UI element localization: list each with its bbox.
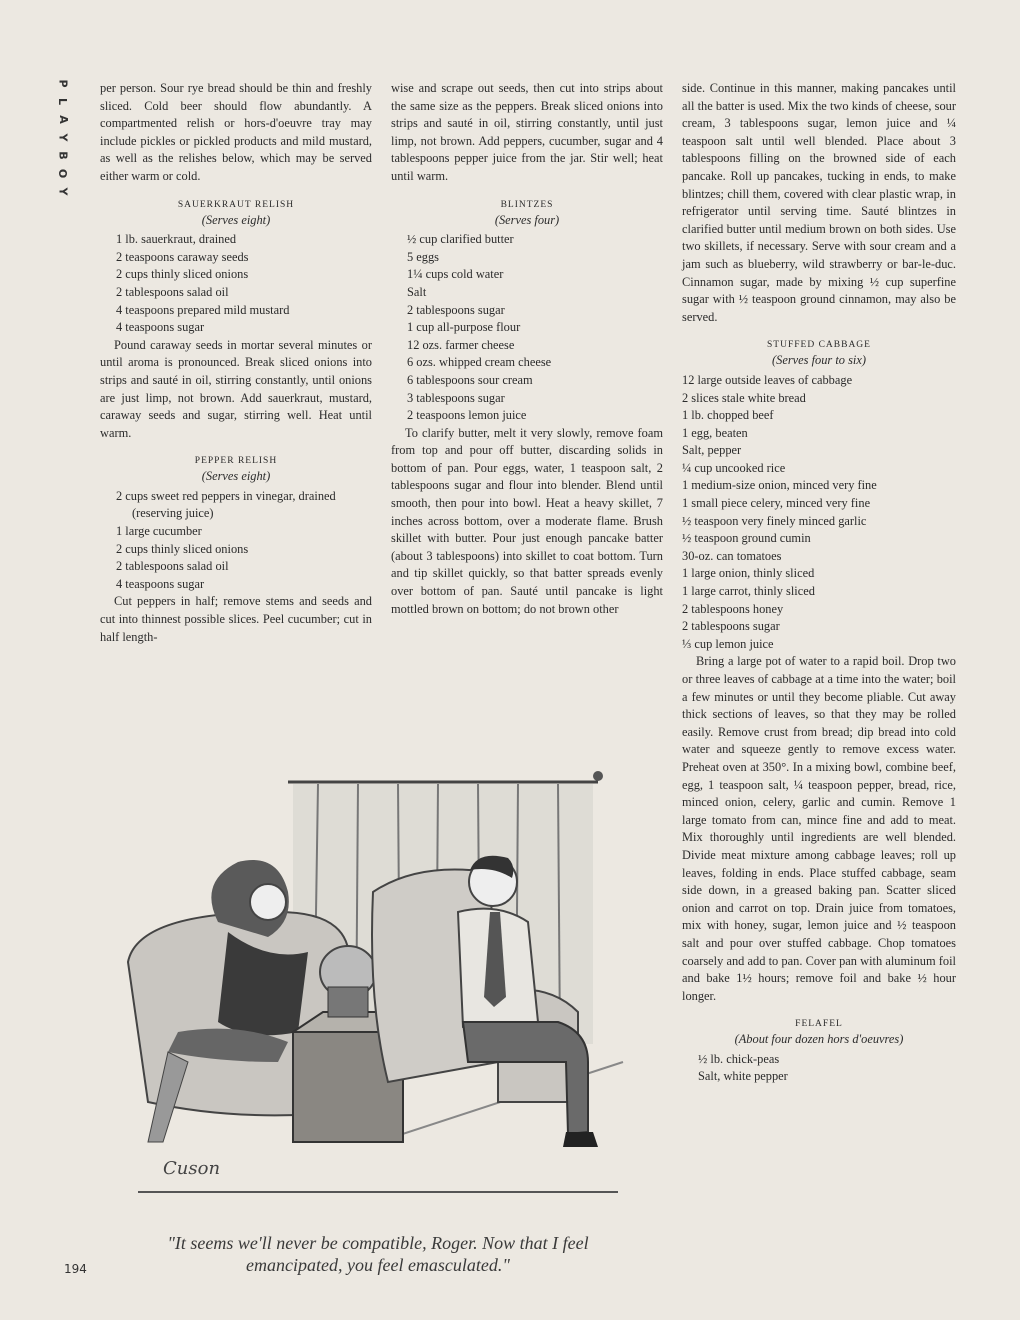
- ingredient-list-pepper-relish: [100, 488, 372, 594]
- recipe-title-stuffed-cabbage: STUFFED CABBAGE: [767, 340, 871, 351]
- ingredient: 2 tablespoons sugar: [682, 619, 780, 634]
- ingredient: 1¼ cups cold water: [407, 267, 504, 282]
- ingredient: 1 small piece celery, minced very fine: [682, 496, 871, 511]
- recipe-serves: (Serves four to six): [772, 353, 866, 368]
- ingredient: Salt: [407, 284, 427, 299]
- recipe-title-felafel: FELAFEL: [795, 1019, 843, 1030]
- side-letter: L: [56, 97, 70, 106]
- ingredient: 2 teaspoons caraway seeds: [116, 249, 249, 264]
- ingredient: 2 cups thinly sliced onions: [116, 541, 249, 556]
- ingredient: 1 egg, beaten: [682, 425, 748, 440]
- ingredient: 2 cups thinly sliced onions: [116, 267, 249, 282]
- ingredient: 1 medium-size onion, minced very fine: [682, 478, 877, 493]
- ingredient: 1 large onion, thinly sliced: [682, 566, 815, 581]
- text-column-3: [682, 80, 956, 1086]
- cartoon-caption: "It seems we'll never be compatible, Roger. Now that I feel emancipated, you feel emasculated.": [167, 1233, 589, 1275]
- ingredient: ⅓ cup lemon juice: [682, 636, 774, 651]
- recipe-title-pepper-relish: PEPPER RELISH: [194, 456, 278, 467]
- ingredient: 12 large outside leaves of cabbage: [682, 372, 853, 387]
- ingredient: 5 eggs: [407, 249, 440, 264]
- text-column-1: [100, 80, 372, 646]
- recipe-method: To clarify butter, melt it very slowly, remove foam from top and pour off butter, discarding solids in bottom of pan. Pour eggs, water, 1 teaspoon salt, 2 tablespoons sugar and flour into blender. Blend until smooth, then pour into bowl. Heat a heavy skillet, 7 inches across bottom, over a moderate flame. Brush skillet with butter. Pour just enough pancake batter (about 3 tablespoons) into skillet to coat bottom. Turn and tip skillet quickly, so that batter spreads evenly over bottom of pan. Sauté until pancake is light mottled brown on bottom; do not brown other: [391, 425, 663, 616]
- ingredient: 2 cups sweet red peppers in vinegar, drained (reserving juice): [116, 488, 336, 521]
- ingredient: Salt, pepper: [682, 443, 742, 458]
- ingredient: ½ teaspoon very finely minced garlic: [682, 513, 867, 528]
- ingredient: 2 tablespoons honey: [682, 601, 784, 616]
- side-letter: P: [56, 79, 70, 88]
- ingredient: 1 cup all-purpose flour: [407, 320, 521, 335]
- cartoon-drawing: [118, 762, 638, 1202]
- ingredient: 2 tablespoons salad oil: [116, 559, 229, 574]
- recipe-title-blintzes: BLINTZES: [500, 199, 554, 210]
- page-number: 194: [64, 1262, 87, 1276]
- ingredient: 6 ozs. whipped cream cheese: [407, 355, 552, 370]
- ingredient: 1 lb. chopped beef: [682, 408, 774, 423]
- ingredient: 4 teaspoons sugar: [116, 576, 205, 591]
- recipe-serves: (Serves eight): [201, 212, 271, 227]
- ingredient: 1 large cucumber: [116, 524, 202, 539]
- recipe-method: Bring a large pot of water to a rapid boil. Drop two or three leaves of cabbage at a time into the water; boil a few minutes or until they become pliable. Cut away thick sections of leaves, so that they may be rolled easily. Remove crust from bread; dip bread into cold water and squeeze gently to remove excess water. Preheat oven at 350°. In a mixing bowl, combine beef, egg, 1 teaspoon salt, ¼ teaspoon pepper, bread, rice, minced onion, celery, garlic and cumin. Remove 1 large tomato from can, mince fine and add to meat. Mix thoroughly until ingredients are well blended. Divide meat mixture among cabbage leaves; roll up leaves, folding in ends. Place stuffed cabbage, seam side down, in a greased baking pan. Scatter sliced onion and carrot on top. Drain juice from tomatoes, mix with honey, sugar, lemon juice and ½ teaspoon salt and pour over stuffed cabbage. Chop tomatoes coarsely and add to pan. Cover pan with aluminum foil and bake 1½ hours; remove foil and bake ½ hour longer.: [682, 654, 956, 1003]
- ingredient: ¼ cup uncooked rice: [682, 460, 786, 475]
- side-letter: O: [56, 168, 70, 179]
- ingredient: 2 tablespoons salad oil: [116, 284, 229, 299]
- side-letter: A: [56, 115, 70, 124]
- ingredient-list-blintzes: [391, 231, 663, 425]
- cartoon-illustration: [118, 762, 638, 1202]
- recipe-serves: (About four dozen hors d'oeuvres): [734, 1032, 904, 1047]
- recipe-method: Pound caraway seeds in mortar several minutes or until aroma is pronounced. Break sliced onions into strips and sauté in oil, stirring constantly, until onions are just limp, not brown. Add sauerkraut, mustard, caraway seeds and sugar, stirring well. Heat until warm.: [100, 337, 372, 440]
- ingredient-list-felafel: [682, 1051, 956, 1086]
- ingredient: 2 teaspoons lemon juice: [407, 408, 527, 423]
- side-letter: Y: [56, 133, 70, 142]
- ingredient: 12 ozs. farmer cheese: [407, 337, 515, 352]
- ingredient: 2 tablespoons sugar: [407, 302, 505, 317]
- recipe-serves: (Serves four): [494, 212, 560, 227]
- ingredient: ½ cup clarified butter: [407, 232, 514, 247]
- text-column-2: [391, 80, 663, 618]
- ingredient: Salt, white pepper: [698, 1069, 788, 1084]
- ingredient: 1 lb. sauerkraut, drained: [116, 232, 237, 247]
- artist-signature: Cuson: [163, 1158, 221, 1179]
- ingredient: ½ teaspoon ground cumin: [682, 531, 811, 546]
- ingredient: 30-oz. can tomatoes: [682, 548, 782, 563]
- side-letter: Y: [56, 187, 70, 196]
- ingredient: 6 tablespoons sour cream: [407, 372, 533, 387]
- recipe-serves: (Serves eight): [201, 469, 271, 484]
- intro-paragraph: per person. Sour rye bread should be thin and freshly sliced. Cold beer should flow abundantly. A compartmented relish or hors-d'oeuvre tray may include pickles or pickled products and mild mustard, as well as the relishes below, which may be served either warm or cold.: [100, 81, 372, 183]
- ingredient: 4 teaspoons sugar: [116, 320, 205, 335]
- continued-paragraph: wise and scrape out seeds, then cut into strips about the same size as the peppers. Break sliced onions into strips and sauté in oil, stirring constantly, until just limp, not brown. Add peppers, cucumber, sugar and 4 tablespoons pepper juice from the jar. Stir well; heat until warm.: [391, 81, 663, 183]
- recipe-method: Cut peppers in half; remove stems and seeds and cut into thinnest possible slices. Peel cucumber; cut in half length-: [100, 594, 372, 644]
- ingredient-list-stuffed-cabbage: [682, 372, 956, 654]
- side-letter: B: [56, 151, 70, 160]
- ingredient-list-sauerkraut: [100, 231, 372, 337]
- ingredient: 3 tablespoons sugar: [407, 390, 505, 405]
- ingredient: 2 slices stale white bread: [682, 390, 806, 405]
- magazine-side-label: [52, 78, 74, 197]
- recipe-title-sauerkraut: SAUERKRAUT RELISH: [177, 199, 295, 210]
- ingredient: 4 teaspoons prepared mild mustard: [116, 302, 290, 317]
- ingredient: 1 large carrot, thinly sliced: [682, 584, 815, 599]
- ingredient: ½ lb. chick-peas: [698, 1051, 780, 1066]
- continued-paragraph: side. Continue in this manner, making pancakes until all the batter is used. Mix the two kinds of cheese, sour cream, 3 tablespoons sugar, lemon juice and ¼ teaspoon salt until well blended. Place about 3 tablespoons filling on the browned side of each pancake. Roll up pancakes, tucking in ends, to make blintzes; chill them, covered with clear plastic wrap, in refrigerator until serving time. Sauté blintzes in clarified butter until medium brown on both sides. Use two skillets, if necessary. Serve with sour cream and a jam such as blueberry, wild strawberry or bar-le-duc. Cinnamon sugar, made by mixing ½ cup superfine sugar with ½ teaspoon ground cinnamon, may also be served.: [682, 81, 956, 324]
